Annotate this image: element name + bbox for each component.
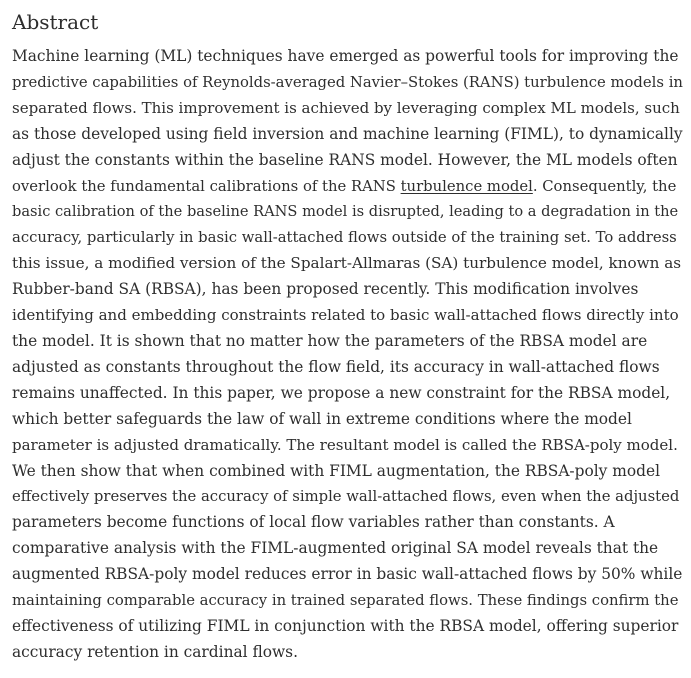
abstract-line: Rubber-band SA (RBSA), has been proposed recently. This modification involves [12, 280, 639, 299]
turbulence-model-link[interactable]: turbulence model [400, 177, 533, 195]
abstract-line: maintaining comparable accuracy in trained separated flows. These findings confirm the [12, 592, 679, 610]
abstract-line: this issue, a modified version of the Spalart-Allmaras (SA) turbulence model, known as [12, 254, 682, 273]
abstract-line: parameter is adjusted dramatically. The resultant model is called the RBSA-poly model. [12, 435, 678, 454]
abstract-text: overlook the fundamental calibrations of the RANS [12, 177, 401, 195]
abstract-line [12, 174, 679, 200]
abstract-line: augmented RBSA-poly model reduces error in basic wall-attached flows by 50% while [12, 565, 683, 584]
abstract-line: Machine learning (ML) techniques have emerged as powerful tools for improving the [12, 47, 679, 65]
abstract-line: parameters become functions of local flow variables rather than constants. A [12, 513, 615, 532]
abstract-line: We then show that when combined with FIML augmentation, the RBSA-poly model [12, 461, 661, 480]
abstract-line: adjust the constants within the baseline RANS model. However, the ML models often [12, 150, 678, 169]
abstract-line: which better safeguards the law of wall in extreme conditions where the model [12, 409, 632, 428]
abstract-line: as those developed using field inversion and machine learning (FIML), to dynamically [12, 124, 683, 143]
abstract-text: . Consequently, the [532, 177, 677, 195]
abstract-line: remains unaffected. In this paper, we propose a new constraint for the RBSA model, [12, 383, 671, 402]
abstract-line: accuracy, particularly in basic wall-attached flows outside of the training set. To address [12, 229, 677, 247]
abstract-line: basic calibration of the baseline RANS model is disrupted, leading to a degradation in the [12, 203, 679, 221]
abstract-line: predictive capabilities of Reynolds-averaged Navier–Stokes (RANS) turbulence models in [12, 73, 683, 91]
abstract-line: the model. It is shown that no matter how the parameters of the RBSA model are [12, 331, 648, 350]
abstract-line: comparative analysis with the FIML-augmented original SA model reveals that the [12, 539, 659, 558]
abstract-line: adjusted as constants throughout the flow field, its accuracy in wall-attached flows [12, 357, 660, 376]
abstract-body [12, 44, 683, 666]
abstract-line: separated flows. This improvement is achieved by leveraging complex ML models, such [12, 98, 680, 117]
abstract-line: effectively preserves the accuracy of simple wall-attached flows, even when the adjusted [12, 488, 680, 506]
abstract-line: accuracy retention in cardinal flows. [12, 642, 298, 661]
abstract-line: effectiveness of utilizing FIML in conjunction with the RBSA model, offering superior [12, 616, 679, 635]
abstract-heading: Abstract [12, 10, 99, 34]
abstract-line: identifying and embedding constraints related to basic wall-attached flows directly into [12, 306, 679, 325]
